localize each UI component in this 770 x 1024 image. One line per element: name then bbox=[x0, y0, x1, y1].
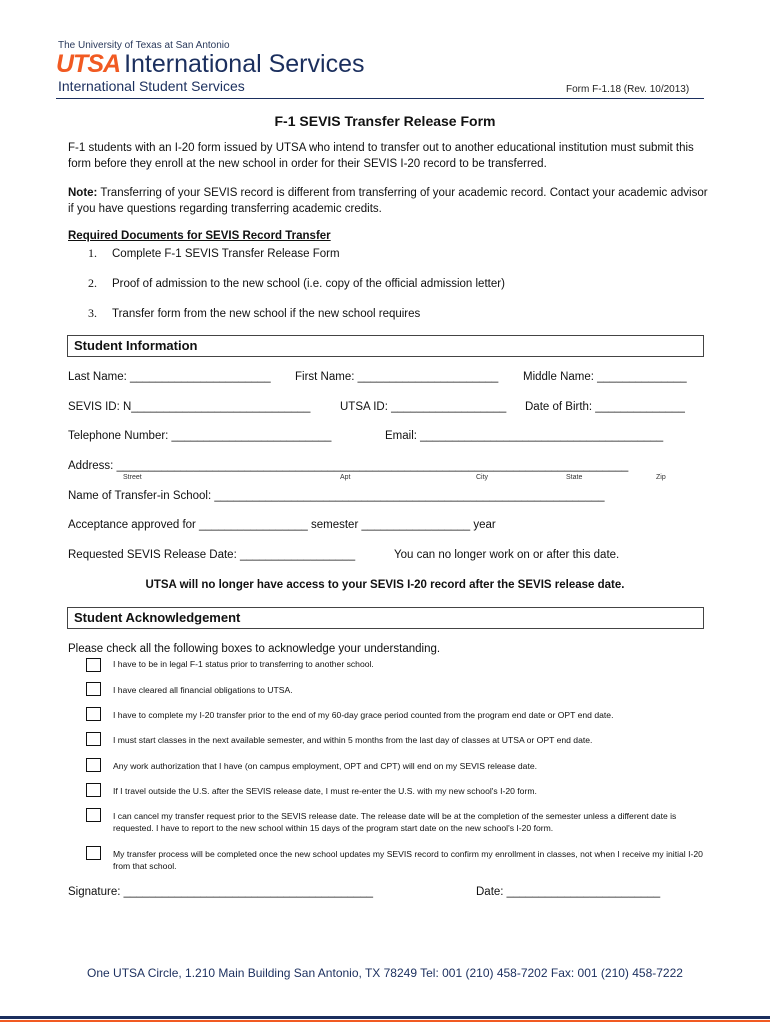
ack-checkbox-3[interactable] bbox=[86, 707, 101, 721]
ack-checkbox-4[interactable] bbox=[86, 732, 101, 746]
telephone-field[interactable]: Telephone Number: _________________________ bbox=[68, 430, 332, 442]
acceptance-field[interactable]: Acceptance approved for _________________ semester _________________ year bbox=[68, 519, 496, 531]
ack-checkbox-5[interactable] bbox=[86, 758, 101, 772]
ack-text-5: Any work authorization that I have (on campus employment, OPT and CPT) will end on my SEVIS release date. bbox=[113, 761, 538, 771]
email-field[interactable]: Email: ______________________________________ bbox=[385, 430, 664, 442]
note-text: Transferring of your SEVIS record is different from transferring of your academic record. Contact your academic advisor if you have questions regarding transferring academic credits. bbox=[68, 187, 708, 215]
release-warning: UTSA will no longer have access to your SEVIS I-20 record after the SEVIS release date. bbox=[145, 579, 625, 591]
ack-checkbox-7[interactable] bbox=[86, 808, 101, 822]
address-zip-label: Zip bbox=[656, 474, 666, 481]
release-date-field[interactable]: Requested SEVIS Release Date: __________________ bbox=[68, 549, 356, 561]
footer-bar bbox=[0, 1016, 770, 1019]
page-title: F-1 SEVIS Transfer Release Form bbox=[274, 113, 496, 129]
ack-text-4: I must start classes in the next available semester, and within 5 months from the last day of classes at UTSA or OPT end date. bbox=[113, 735, 593, 745]
form-number: Form F-1.18 (Rev. 10/2013) bbox=[566, 84, 690, 95]
release-date-note: You can no longer work on or after this date. bbox=[394, 549, 620, 561]
required-item-2: 2. Proof of admission to the new school (i.e. copy of the official admission letter) bbox=[88, 276, 505, 290]
date-of-birth-field[interactable]: Date of Birth: ______________ bbox=[525, 401, 685, 413]
logo bbox=[56, 50, 364, 79]
utsa-id-field[interactable]: UTSA ID: __________________ bbox=[340, 401, 507, 413]
ack-text-1: I have to be in legal F-1 status prior to transferring to another school. bbox=[113, 659, 374, 669]
logo-international-services: International Services bbox=[124, 50, 365, 78]
address-state-label: State bbox=[566, 474, 583, 481]
ack-checkbox-8[interactable] bbox=[86, 846, 101, 860]
university-name: The University of Texas at San Antonio bbox=[58, 40, 230, 51]
sevis-id-field[interactable]: SEVIS ID: N____________________________ bbox=[68, 401, 311, 413]
ack-checkbox-2[interactable] bbox=[86, 682, 101, 696]
logo-utsa: UTSA bbox=[56, 50, 121, 78]
department-name: International Student Services bbox=[58, 78, 245, 94]
address-apt-label: Apt bbox=[340, 474, 351, 481]
required-docs-heading: Required Documents for SEVIS Record Transfer bbox=[68, 230, 331, 242]
address-street-label: Street bbox=[123, 474, 142, 481]
first-name-field[interactable]: First Name: ______________________ bbox=[295, 371, 499, 383]
note-paragraph bbox=[68, 185, 708, 217]
address-city-label: City bbox=[476, 474, 489, 481]
note-label: Note: bbox=[68, 187, 98, 199]
acknowledgement-section bbox=[67, 607, 704, 629]
footer-contact: One UTSA Circle, 1.210 Main Building San Antonio, TX 78249 Tel: 001 (210) 458-7202 Fax: 001 (210) 458-7222 bbox=[87, 966, 683, 980]
required-item-1: 1. Complete F-1 SEVIS Transfer Release Form bbox=[88, 246, 340, 260]
intro-paragraph: F-1 students with an I-20 form issued by UTSA who intend to transfer out to another educational institution must submit this form before they enroll at the new school in order for their SEVIS I-20 record to be transferred. bbox=[68, 142, 694, 170]
ack-text-7: I can cancel my transfer request prior to the SEVIS release date. The release date will be at the completion of the semester unless a different date is requested. I have to report to the new school within 15 days of the program start date on the new school's I-20 form. bbox=[113, 811, 677, 833]
ack-text-8: My transfer process will be completed once the new school updates my SEVIS record to confirm my enrollment in classes, not when I receive my initial I-20 from that school. bbox=[113, 849, 703, 871]
middle-name-field[interactable]: Middle Name: ______________ bbox=[523, 371, 687, 383]
ack-checkbox-6[interactable] bbox=[86, 783, 101, 797]
acknowledgement-instruction: Please check all the following boxes to acknowledge your understanding. bbox=[68, 643, 441, 655]
student-info-section bbox=[67, 335, 704, 357]
ack-text-6: If I travel outside the U.S. after the SEVIS release date, I must re-enter the U.S. with my new school's I-20 form. bbox=[113, 786, 537, 796]
ack-checkbox-1[interactable] bbox=[86, 658, 101, 672]
required-item-3: 3. Transfer form from the new school if the new school requires bbox=[88, 306, 421, 320]
ack-text-3: I have to complete my I-20 transfer prior to the end of my 60-day grace period counted from the program end date or OPT end date. bbox=[113, 710, 614, 720]
date-field[interactable]: Date: ________________________ bbox=[476, 886, 661, 898]
ack-text-2: I have cleared all financial obligations to UTSA. bbox=[113, 685, 293, 695]
student-info-heading: Student Information bbox=[74, 338, 198, 353]
last-name-field[interactable]: Last Name: ______________________ bbox=[68, 371, 271, 383]
footer-accent-bar bbox=[0, 1020, 770, 1022]
acknowledgement-heading: Student Acknowledgement bbox=[74, 610, 241, 625]
header-divider bbox=[56, 98, 704, 99]
signature-field[interactable]: Signature: _______________________________________ bbox=[68, 886, 374, 898]
address-field[interactable]: Address: ________________________________________________________________________________ bbox=[68, 460, 629, 472]
transfer-school-field[interactable]: Name of Transfer-in School: _____________________________________________________________ bbox=[68, 490, 605, 502]
